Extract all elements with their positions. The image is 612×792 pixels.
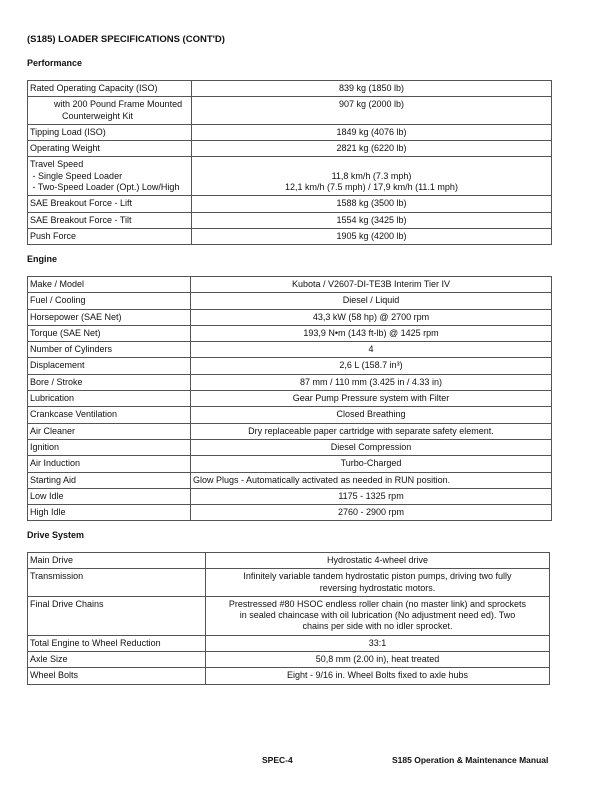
spec-label — [28, 635, 206, 651]
table-row — [28, 293, 552, 309]
spec-value-line: Diesel / Liquid — [342, 295, 400, 306]
spec-label-line: Axle Size — [30, 654, 68, 665]
footer-manual-title: S185 Operation & Maintenance Manual — [392, 755, 549, 765]
spec-label — [28, 553, 206, 569]
spec-label-line: Travel Speed — [30, 159, 84, 170]
table-row — [28, 553, 550, 569]
drive-system-table — [27, 552, 550, 685]
footer-page-number: SPEC-4 — [262, 755, 293, 765]
spec-label — [28, 212, 192, 228]
spec-value — [192, 228, 552, 244]
spec-value — [191, 423, 552, 439]
spec-value-line: 2821 kg (6220 lb) — [336, 143, 407, 154]
spec-value-line: 839 kg (1850 lb) — [338, 83, 405, 93]
spec-label-line: Tipping Load (ISO) — [30, 126, 106, 137]
spec-label-line: Transmission — [30, 571, 84, 582]
spec-value — [191, 342, 552, 358]
spec-label — [28, 423, 191, 439]
spec-label-line: Lubrication — [30, 393, 75, 404]
table-row — [28, 309, 552, 325]
spec-label — [28, 325, 191, 341]
spec-value-line: Turbo-Charged — [340, 458, 402, 469]
spec-value-line: in sealed chaincase with oil lubrication (No adjustment need ed). Two — [239, 610, 516, 621]
spec-value-line: Glow Plugs - Automatically activated as needed in RUN position. — [193, 474, 451, 485]
spec-value-line: 1849 kg (4076 lb) — [336, 126, 407, 137]
spec-value-line: 33:1 — [368, 637, 387, 648]
table-row — [28, 124, 552, 140]
table-row — [28, 157, 552, 196]
spec-label — [28, 81, 192, 97]
table-row — [28, 325, 552, 341]
table-row — [28, 668, 550, 684]
spec-label — [28, 488, 191, 504]
spec-label-line: Total Engine to Wheel Reduction — [30, 637, 161, 648]
spec-value — [192, 141, 552, 157]
spec-label — [28, 228, 192, 244]
spec-label-line: Number of Cylinders — [30, 344, 113, 355]
spec-value — [191, 456, 552, 472]
spec-value — [192, 196, 552, 212]
table-row — [28, 472, 552, 488]
spec-label-line: SAE Breakout Force - Tilt — [30, 214, 132, 225]
spec-label-line: Main Drive — [30, 555, 74, 565]
spec-label — [28, 97, 192, 125]
spec-value-line: 43,3 kW (58 hp) @ 2700 rpm — [312, 311, 430, 322]
spec-label — [28, 569, 206, 597]
table-row — [28, 439, 552, 455]
spec-label — [28, 668, 206, 684]
spec-value — [206, 553, 550, 569]
table-row — [28, 196, 552, 212]
section-heading-drive-system: Drive System — [27, 530, 85, 540]
spec-value-line: 1588 kg (3500 lb) — [336, 198, 407, 209]
spec-label-line: Air Induction — [30, 458, 81, 469]
spec-label-line: Counterweight Kit — [62, 110, 134, 121]
table-row — [28, 212, 552, 228]
spec-label-line: - Single Speed Loader — [30, 170, 123, 181]
spec-value — [206, 569, 550, 597]
spec-label — [28, 196, 192, 212]
table-row — [28, 228, 552, 244]
page-title: (S185) LOADER SPECIFICATIONS (CONT'D) — [27, 34, 225, 45]
spec-value — [192, 81, 552, 97]
spec-value — [191, 439, 552, 455]
spec-label — [28, 141, 192, 157]
spec-label — [28, 596, 206, 635]
spec-value — [191, 391, 552, 407]
spec-label-line: Bore / Stroke — [30, 376, 83, 387]
spec-label-line: Make / Model — [30, 279, 85, 289]
spec-label-line: Low Idle — [30, 490, 64, 501]
spec-label-line: Starting Aid — [30, 474, 77, 485]
table-row — [28, 652, 550, 668]
spec-value-line: Kubota / V2607-DI-TE3B Interim Tier IV — [291, 279, 451, 289]
spec-value — [191, 505, 552, 521]
spec-label — [28, 293, 191, 309]
spec-value — [192, 212, 552, 228]
spec-value-line: reversing hydrostatic motors. — [319, 582, 436, 593]
spec-value-line: Eight - 9/16 in. Wheel Bolts fixed to axle hubs — [286, 670, 469, 681]
spec-label-line: Horsepower (SAE Net) — [30, 311, 122, 322]
section-heading-engine: Engine — [27, 254, 58, 264]
spec-label-line: Final Drive Chains — [30, 598, 104, 609]
spec-label-line: Displacement — [30, 360, 85, 371]
spec-label-line: Wheel Bolts — [30, 670, 79, 681]
spec-label — [28, 407, 191, 423]
spec-value — [192, 157, 552, 196]
spec-value — [206, 652, 550, 668]
spec-value-line: 2,6 L (158.7 in³) — [339, 360, 403, 371]
spec-label — [28, 652, 206, 668]
spec-value — [191, 293, 552, 309]
spec-value-line: 2760 - 2900 rpm — [337, 507, 405, 518]
spec-label — [28, 277, 191, 293]
spec-value-line: 907 kg (2000 lb) — [338, 99, 405, 110]
spec-value-line: 11,8 km/h (7.3 mph) — [331, 170, 412, 181]
spec-value-line — [194, 159, 549, 170]
table-row — [28, 391, 552, 407]
table-row — [28, 505, 552, 521]
spec-label-line: Ignition — [30, 441, 60, 452]
spec-label-line: High Idle — [30, 507, 66, 518]
table-row — [28, 569, 550, 597]
spec-value-line: 1175 - 1325 rpm — [338, 490, 404, 501]
spec-label — [28, 157, 192, 196]
table-row — [28, 423, 552, 439]
spec-label-line: Air Cleaner — [30, 425, 76, 436]
section-heading-performance: Performance — [27, 58, 83, 68]
spec-label-line: Rated Operating Capacity (ISO) — [30, 83, 158, 93]
spec-value — [192, 124, 552, 140]
spec-value-line: Diesel Compression — [330, 441, 412, 452]
spec-label — [28, 505, 191, 521]
performance-table — [27, 80, 552, 245]
spec-value — [191, 325, 552, 341]
spec-value — [191, 358, 552, 374]
spec-label-line: Fuel / Cooling — [30, 295, 86, 306]
spec-value — [191, 309, 552, 325]
spec-value — [192, 97, 552, 125]
table-row — [28, 407, 552, 423]
spec-label-line: with 200 Pound Frame Mounted — [54, 99, 183, 110]
spec-value-line: 12,1 km/h (7.5 mph) / 17,9 km/h (11.1 mph) — [285, 182, 458, 193]
spec-value — [191, 407, 552, 423]
table-row — [28, 596, 550, 635]
spec-value — [206, 668, 550, 684]
spec-value-line: Hydrostatic 4-wheel drive — [326, 555, 429, 565]
spec-value-line: Closed Breathing — [336, 409, 406, 420]
spec-label-line: Operating Weight — [30, 143, 100, 154]
spec-value-line: chains per side with no idler sprocket. — [302, 621, 453, 632]
table-row — [28, 81, 552, 97]
table-row — [28, 277, 552, 293]
table-row — [28, 374, 552, 390]
spec-value — [191, 472, 552, 488]
spec-value-line: 193,9 N•m (143 ft-lb) @ 1425 rpm — [303, 327, 439, 338]
spec-label-line: Torque (SAE Net) — [30, 327, 101, 338]
table-row — [28, 635, 550, 651]
spec-value — [206, 635, 550, 651]
spec-label — [28, 472, 191, 488]
table-row — [28, 97, 552, 125]
spec-label — [28, 374, 191, 390]
spec-value-line: 1905 kg (4200 lb) — [336, 230, 407, 241]
spec-label — [28, 439, 191, 455]
table-row — [28, 358, 552, 374]
spec-value-line: Gear Pump Pressure system with Filter — [292, 393, 450, 404]
engine-table — [27, 276, 552, 521]
spec-value-line: 50,8 mm (2.00 in), heat treated — [315, 654, 440, 665]
spec-label — [28, 309, 191, 325]
table-row — [28, 141, 552, 157]
spec-label — [28, 342, 191, 358]
spec-value-line: Infinitely variable tandem hydrostatic piston pumps, driving two fully — [243, 571, 512, 582]
table-row — [28, 488, 552, 504]
spec-label — [28, 391, 191, 407]
table-row — [28, 456, 552, 472]
spec-value-line: 87 mm / 110 mm (3.425 in / 4.33 in) — [300, 376, 442, 387]
spec-label-line: Crankcase Ventilation — [30, 409, 118, 420]
spec-value — [191, 374, 552, 390]
spec-value-line: 4 — [368, 344, 374, 355]
spec-label — [28, 124, 192, 140]
spec-value — [191, 277, 552, 293]
spec-value-line: Prestressed #80 HSOC endless roller chain (no master link) and sprockets — [228, 598, 527, 609]
table-row — [28, 342, 552, 358]
spec-label-line: - Two-Speed Loader (Opt.) Low/High — [30, 182, 180, 193]
spec-value — [206, 596, 550, 635]
spec-label-line: Push Force — [30, 230, 77, 241]
spec-label — [28, 358, 191, 374]
spec-value-line: Dry replaceable paper cartridge with separate safety element. — [248, 425, 494, 436]
spec-label-line: SAE Breakout Force - Lift — [30, 198, 133, 209]
spec-value-line: 1554 kg (3425 lb) — [336, 214, 407, 225]
spec-label — [28, 456, 191, 472]
spec-value — [191, 488, 552, 504]
